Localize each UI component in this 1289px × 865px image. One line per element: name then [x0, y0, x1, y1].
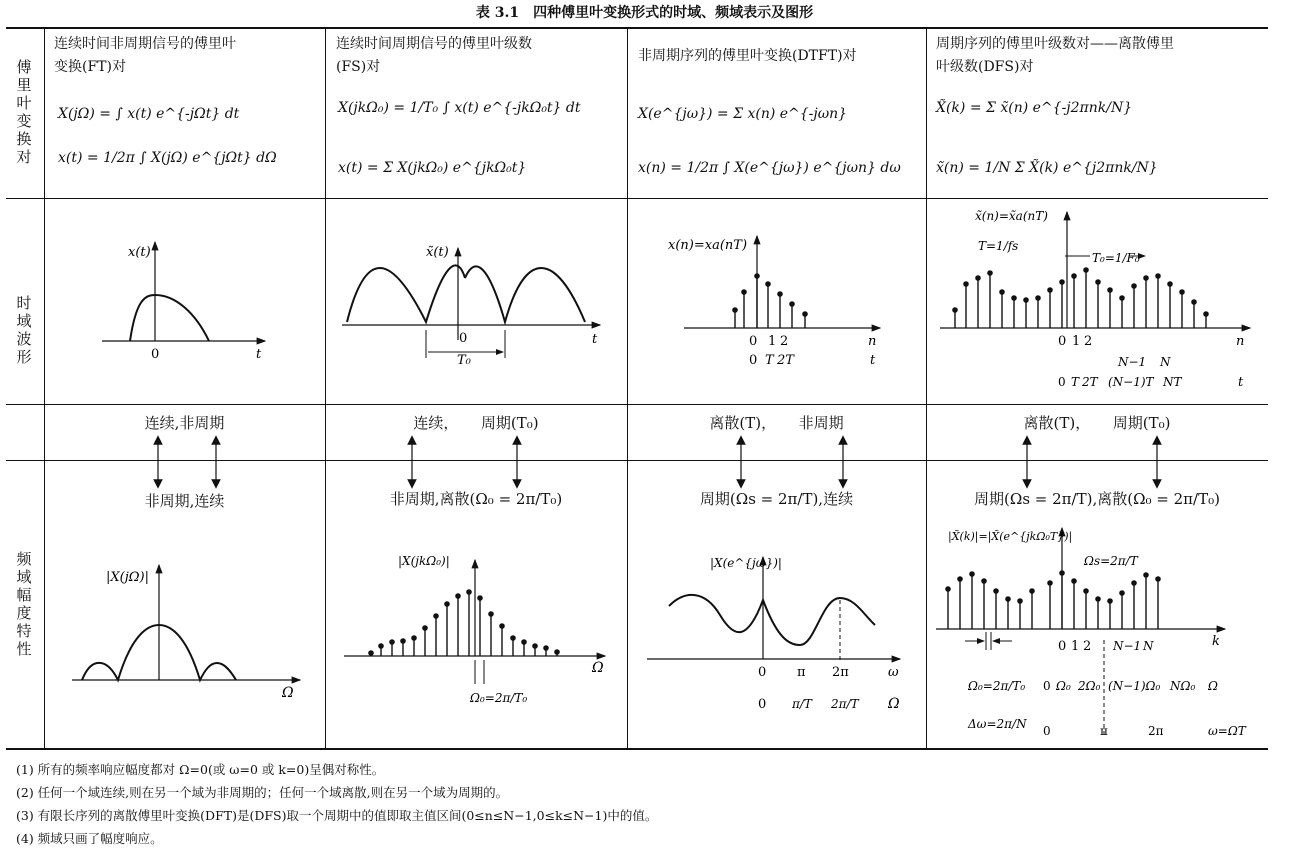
formula-ft-forward: X(jΩ) = ∫ x(t) e^{-jΩt} dt [58, 106, 240, 122]
svg-text:1: 1 [1071, 639, 1080, 654]
dfs-freq-stem-head [1071, 578, 1077, 584]
dfs-freq-stem-head [1047, 580, 1053, 586]
note-3: (3) 有限长序列的离散傅里叶变换(DFT)是(DFS)取一个周期中的值即取主值区间(0≤n≤N−1,0≤k≤N−1)中的值。 [16, 808, 658, 823]
fs-freq-stem-head [444, 601, 450, 607]
svg-text:t: t [870, 353, 876, 368]
svg-text:NΩ₀: NΩ₀ [1170, 679, 1196, 693]
time-prop-ft: 连续,非周期 [144, 414, 225, 432]
fs-freq-stem-head [378, 643, 384, 649]
svg-text:T: T [1071, 375, 1080, 389]
svg-text:0: 0 [749, 353, 758, 368]
plot-freq-dfs [936, 528, 1247, 738]
svg-text:2: 2 [780, 334, 789, 349]
time-prop-dtft: 离散(T)， 非周期 [709, 414, 844, 432]
freq-label-dfs: |X̃(k)|=|X̃(e^{jkΩ₀T})| [948, 530, 1073, 543]
svg-text:2: 2 [1083, 639, 1092, 654]
svg-text:1: 1 [1072, 334, 1081, 349]
dfs-freq-stem-head [1155, 576, 1161, 582]
note-1: (1) 所有的频率响应幅度都对 Ω=0(或 ω=0 或 k=0)呈偶对称性。 [16, 762, 385, 777]
svg-text:(N−1)Ω₀: (N−1)Ω₀ [1108, 679, 1161, 693]
dfs-freq-stem-head [969, 571, 975, 577]
row-label-pair: 傅 里 叶 变 换 对 [16, 58, 32, 166]
svg-text:ω: ω [888, 665, 899, 680]
svg-text:N−1: N−1 [1113, 639, 1142, 653]
plot-freq-dtft [647, 556, 900, 712]
row-label-freq: 频 域 幅 度 特 性 [16, 550, 32, 658]
row-label-time: 时 域 波 形 [16, 294, 32, 366]
header-fs: 连续时间周期信号的傅里叶级数 (FS)对 [336, 36, 532, 75]
fs-freq-stem-head [466, 589, 472, 595]
fs-freq-stem-head [422, 625, 428, 631]
svg-text:0: 0 [758, 697, 767, 712]
fs-freq-stem-head [554, 649, 560, 655]
dfs-freq-stem-head [1095, 596, 1101, 602]
note-2: (2) 任何一个域连续,则在另一个域为非周期的；任何一个域离散,则在另一个域为周期的。 [16, 785, 509, 800]
header-dtft: 非周期序列的傅里叶变换(DTFT)对 [638, 48, 857, 64]
time-label-ft: x(t) [128, 245, 151, 260]
time-label-dtft: x(n)=xa(nT) [668, 238, 748, 253]
svg-text:Ω₀: Ω₀ [1056, 679, 1071, 693]
svg-text:Ω₀=2π/T₀: Ω₀=2π/T₀ [470, 691, 528, 705]
svg-text:ω=ΩT: ω=ΩT [1208, 724, 1246, 738]
svg-text:π: π [797, 665, 806, 680]
dfs-freq-stem-head [1017, 598, 1023, 604]
svg-text:(N−1)T: (N−1)T [1108, 375, 1154, 389]
svg-text:N: N [1143, 639, 1154, 653]
svg-text:2π/T: 2π/T [831, 697, 859, 711]
fs-freq-stem-head [455, 593, 461, 599]
svg-text:0: 0 [1058, 334, 1067, 349]
svg-text:0: 0 [151, 347, 160, 362]
svg-text:NT: NT [1163, 375, 1182, 389]
svg-text:2π: 2π [832, 665, 849, 680]
svg-text:T₀: T₀ [457, 353, 471, 368]
dfs-freq-stem-head [1107, 598, 1113, 604]
svg-text:0: 0 [1043, 679, 1051, 693]
svg-text:2π: 2π [1148, 724, 1164, 738]
svg-text:0: 0 [749, 334, 758, 349]
fs-freq-stem-head [532, 643, 538, 649]
svg-text:2Ω₀: 2Ω₀ [1078, 679, 1101, 693]
plot-freq-ft [72, 565, 300, 701]
svg-text:2T: 2T [777, 353, 794, 368]
dfs-freq-stem-head [1029, 588, 1035, 594]
svg-text:Δω=2π/N: Δω=2π/N [968, 717, 1027, 731]
svg-text:2T: 2T [1082, 375, 1098, 389]
svg-text:0: 0 [1058, 375, 1066, 389]
table-title: 表 3.1 四种傅里叶变换形式的时域、频域表示及图形 [475, 5, 814, 21]
svg-text:0: 0 [758, 665, 767, 680]
time-prop-dfs: 离散(T)， 周期(T₀) [1023, 414, 1171, 432]
formula-ft-inverse: x(t) = 1/2π ∫ X(jΩ) e^{jΩt} dΩ [58, 150, 277, 166]
time-label-dfs: x̃(n)=x̃a(nT) [975, 209, 1048, 223]
freq-prop-dfs: 周期(Ωs = 2π/T),离散(Ω₀ = 2π/T₀) [974, 490, 1220, 508]
freq-label-fs: |X(jkΩ₀)| [398, 554, 450, 568]
dfs-freq-stem-head [981, 578, 987, 584]
svg-text:0: 0 [1043, 724, 1051, 738]
fs-freq-stem-head [477, 595, 483, 601]
freq-prop-fs: 非周期,离散(Ω₀ = 2π/T₀) [389, 490, 563, 508]
formula-dtft-inverse: x(n) = 1/2π ∫ X(e^{jω}) e^{jωn} dω [638, 160, 901, 176]
fs-freq-stem-head [411, 635, 417, 641]
svg-text:Ω₀=2π/T₀: Ω₀=2π/T₀ [968, 679, 1026, 693]
dfs-freq-stem-head [1083, 588, 1089, 594]
fs-freq-stem-head [400, 638, 406, 644]
svg-text:T=1/fs: T=1/fs [978, 239, 1019, 253]
dfs-freq-stem-head [1005, 596, 1011, 602]
svg-text:Ω: Ω [592, 660, 604, 676]
formula-dfs-inverse: x̃(n) = 1/N Σ X̃(k) e^{j2πnk/N} [936, 160, 1158, 176]
formula-fs-inverse: x(t) = Σ X(jkΩ₀) e^{jkΩ₀t} [338, 160, 527, 176]
freq-label-dtft: |X(e^{jω})| [710, 556, 782, 570]
dfs-freq-stem-head [1059, 570, 1065, 576]
freq-prop-dtft: 周期(Ωs = 2π/T),连续 [699, 490, 854, 508]
svg-text:T: T [765, 353, 774, 368]
svg-text:t: t [1238, 375, 1244, 390]
svg-text:0: 0 [459, 331, 468, 346]
dfs-freq-stem-head [957, 576, 963, 582]
dfs-freq-stem-head [1143, 572, 1149, 578]
fs-freq-stem-head [433, 613, 439, 619]
plot-freq-fs [344, 554, 605, 705]
freq-label-ft: |X(jΩ)| [106, 570, 149, 585]
dfs-freq-stem-head [1131, 580, 1137, 586]
svg-text:Ω: Ω [888, 696, 900, 712]
svg-text:Ω: Ω [1208, 679, 1218, 693]
fs-freq-stem-head [510, 635, 516, 641]
freq-prop-ft: 非周期,连续 [144, 492, 225, 510]
svg-text:t: t [256, 347, 262, 362]
formula-dtft-forward: X(e^{jω}) = Σ x(n) e^{-jωn} [638, 106, 848, 122]
note-4: (4) 频域只画了幅度响应。 [16, 831, 163, 846]
svg-text:n: n [868, 334, 877, 349]
svg-text:N: N [1160, 355, 1171, 369]
svg-text:k: k [1212, 634, 1220, 649]
dfs-freq-stem-head [945, 586, 951, 592]
fs-freq-stem-head [543, 645, 549, 651]
svg-text:1: 1 [768, 334, 777, 349]
fs-freq-stem-head [389, 639, 395, 645]
fs-freq-stem-head [521, 639, 527, 645]
formula-dfs-forward: X̃(k) = Σ x̃(n) e^{-j2πnk/N} [936, 100, 1133, 116]
svg-text:N−1: N−1 [1118, 355, 1147, 369]
fs-freq-stem-head [499, 623, 505, 629]
header-dfs: 周期序列的傅里叶级数对——离散傅里 叶级数(DFS)对 [936, 36, 1174, 75]
header-ft: 连续时间非周期信号的傅里叶 变换(FT)对 [54, 36, 236, 75]
svg-text:π/T: π/T [792, 697, 812, 711]
svg-text:0: 0 [1058, 639, 1067, 654]
dfs-freq-stem-head [1119, 590, 1125, 596]
svg-text:2: 2 [1084, 334, 1093, 349]
svg-text:π: π [1100, 724, 1108, 738]
fs-freq-stem-head [488, 611, 494, 617]
svg-text:n: n [1236, 334, 1245, 349]
svg-text:Ωs=2π/T: Ωs=2π/T [1084, 554, 1138, 568]
time-prop-fs: 连续， 周期(T₀) [413, 414, 539, 432]
svg-text:Ω: Ω [282, 685, 294, 701]
fs-freq-stem-head [368, 650, 374, 656]
svg-text:t: t [592, 332, 598, 347]
svg-text:T₀=1/F₀: T₀=1/F₀ [1092, 251, 1140, 265]
formula-fs-forward: X(jkΩ₀) = 1/T₀ ∫ x(t) e^{-jkΩ₀t} dt [338, 100, 581, 116]
dfs-freq-stem-head [993, 588, 999, 594]
time-label-fs: x̃(t) [426, 245, 449, 260]
